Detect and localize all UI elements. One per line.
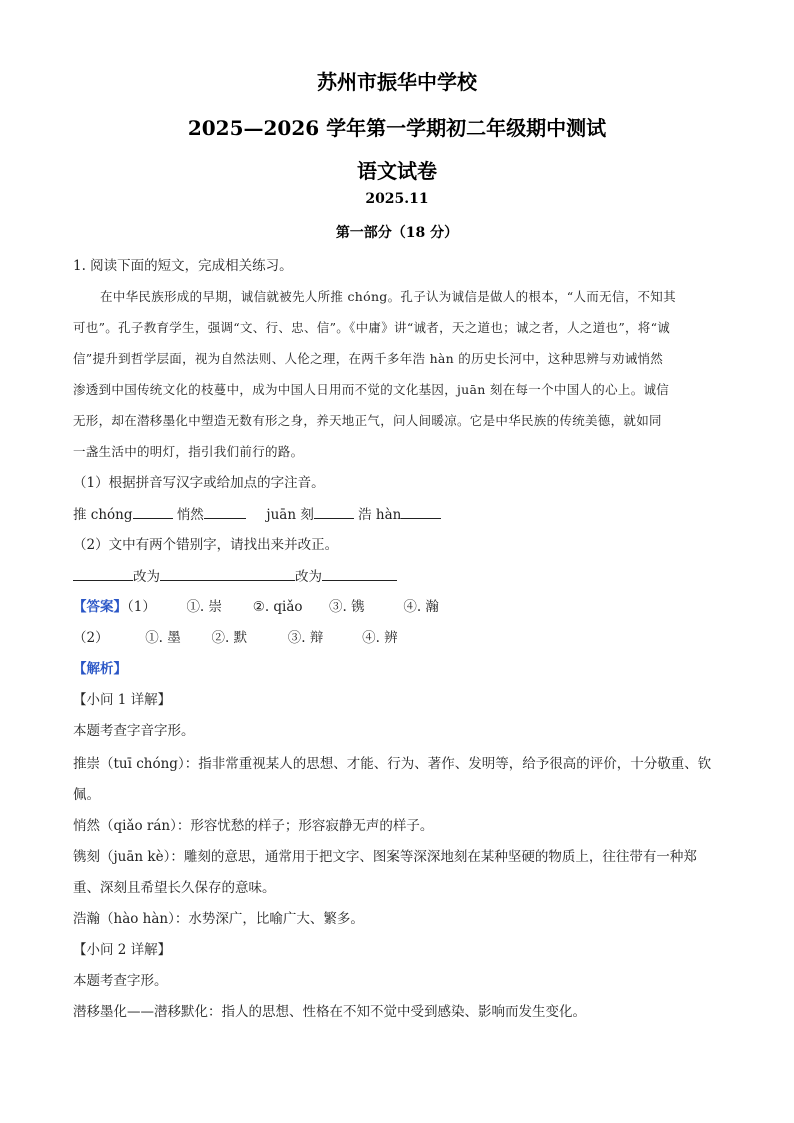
passage-line: 信”提升到哲学层面，视为自然法则、人伦之理，在两千多年浩 hàn 的历史长河中，这种思辨与劝诫悄然 [73, 351, 664, 366]
analysis-line: 潜移墨化——潜移默化：指人的思想、性格在不知不觉中受到感染、影响而发生变化。 [73, 1004, 586, 1020]
exam-title: 2025—2026 学年第一学期初二年级期中测试 [187, 116, 607, 140]
school-title: 苏州市振华中学校 [317, 70, 477, 94]
fill-label-b: 悄然 [176, 507, 204, 523]
answer-blank[interactable] [73, 566, 133, 581]
analysis-label: 【解析】 [73, 661, 127, 677]
analysis-line: 佩。 [73, 787, 100, 803]
answer-prefix: （1） [127, 599, 156, 615]
analysis-sub2-intro: 本题考查字形。 [73, 973, 168, 989]
fill-label-c: juān 刻 [266, 507, 314, 523]
question-intro: 1. 阅读下面的短文，完成相关练习。 [73, 258, 293, 274]
answer-option: ③. 辩 [287, 630, 324, 646]
answer-option: ③. 镌 [329, 599, 365, 615]
passage-line: 一盏生活中的明灯，指引我们前行的路。 [73, 444, 304, 459]
answer-row-1 [73, 597, 439, 617]
answer-blank[interactable] [133, 504, 173, 519]
analysis-sub1-title: 【小问 1 详解】 [73, 692, 172, 708]
fill-blank-row-2 [73, 566, 397, 587]
answer-option: ①. 墨 [145, 630, 181, 646]
exam-date: 2025.11 [365, 191, 429, 207]
subject-title: 语文试卷 [357, 159, 437, 183]
answer-option: ①. 崇 [186, 599, 223, 615]
analysis-line: 镌刻（juān kè）：雕刻的意思，通常用于把文字、图案等深深地刻在某种坚硬的物质上，往往带有一种郑 [73, 849, 697, 865]
fill-blank-row-1 [73, 504, 441, 525]
answer-blank[interactable] [314, 504, 354, 519]
part-heading: 第一部分（18 分） [335, 225, 459, 241]
answer-blank[interactable] [401, 504, 441, 519]
answer-label: 【答案】 [73, 599, 127, 615]
change-label: 改为 [133, 569, 160, 585]
passage-line: 无形，却在潜移墨化中塑造无数有形之身，养天地正气，问人间暖凉。它是中华民族的传统美德，就如同 [73, 413, 662, 428]
passage-line: 渗透到中国传统文化的枝蔓中，成为中国人日用而不觉的文化基因，juān 刻在每一个中国人的心上。诚信 [73, 382, 670, 397]
answer-option: ②. 默 [211, 630, 248, 646]
sub-question-2: （2）文中有两个错别字，请找出来并改正。 [73, 537, 339, 553]
analysis-sub2-title: 【小问 2 详解】 [73, 942, 172, 958]
sub-question-1: （1）根据拼音写汉字或给加点的字注音。 [73, 475, 325, 491]
answer-option: ④. 辨 [362, 630, 398, 646]
analysis-line: 重、深刻且希望长久保存的意味。 [73, 880, 276, 896]
answer-option: ②. qiǎo [252, 599, 303, 615]
analysis-line: 推崇（tuī chóng）：指非常重视某人的思想、才能、行为、著作、发明等，给予很高的评价，十分敬重、钦 [73, 756, 712, 772]
change-label: 改为 [295, 569, 322, 585]
fill-label-a: 推 chóng [73, 507, 133, 523]
answer-blank[interactable] [160, 566, 295, 581]
answer-option: ④. 瀚 [403, 599, 439, 615]
fill-label-d: 浩 hàn [358, 507, 402, 523]
answer-prefix: （2） [73, 630, 109, 646]
analysis-sub1-intro: 本题考查字音字形。 [73, 723, 195, 739]
passage-line: 在中华民族形成的早期，诚信就被先人所推 chóng。孔子认为诚信是做人的根本，“人而无信，不知其 [100, 289, 676, 304]
answer-blank[interactable] [204, 504, 246, 519]
answer-row-2 [73, 628, 398, 648]
analysis-line: 悄然（qiǎo rán）：形容忧愁的样子；形容寂静无声的样子。 [73, 818, 434, 834]
answer-blank[interactable] [322, 566, 397, 581]
passage-line: 可也”。孔子教育学生，强调“文、行、忠、信”。《中庸》讲“诚者，天之道也；诚之者，人之道也”，将“诚 [73, 320, 671, 335]
analysis-line: 浩瀚（hào hàn）：水势深广，比喻广大、繁多。 [73, 911, 364, 927]
